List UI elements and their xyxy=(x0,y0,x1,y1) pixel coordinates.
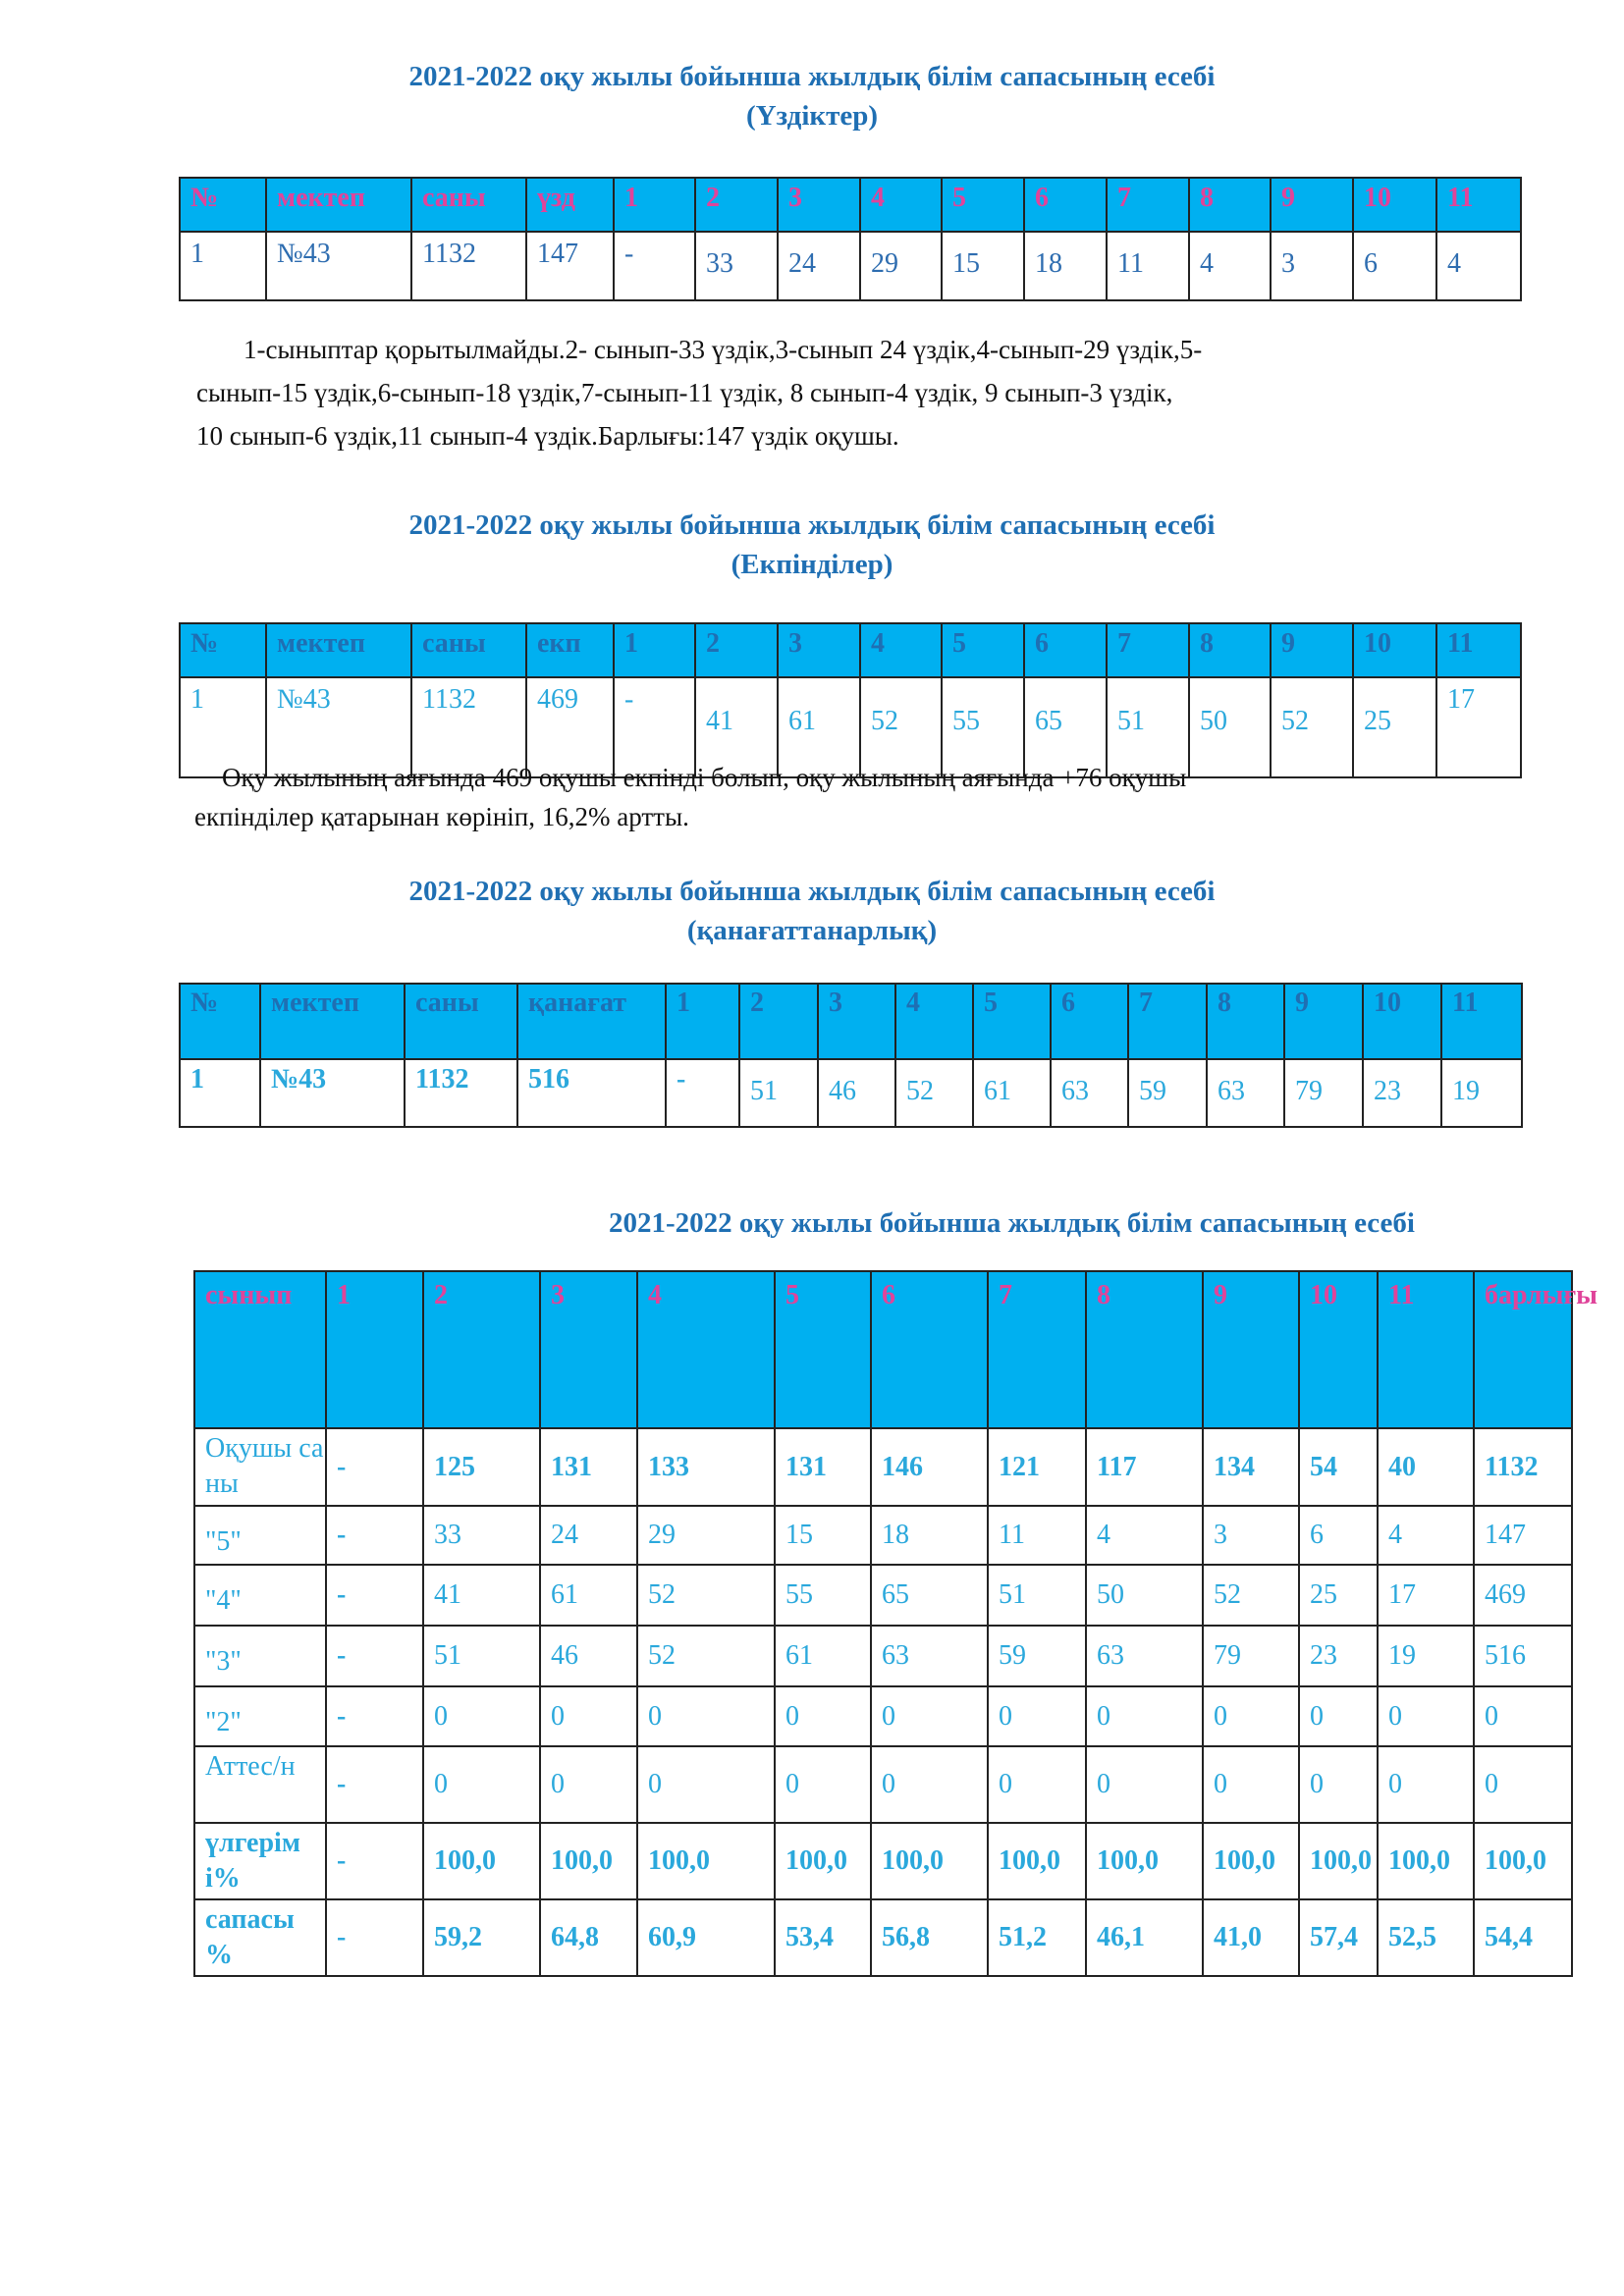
table-cell: 469 xyxy=(526,677,614,777)
table-row xyxy=(194,1686,1572,1746)
table-header-row xyxy=(194,1271,1572,1428)
table-cell: 146 xyxy=(871,1428,988,1506)
table-cell: - xyxy=(614,677,695,777)
section3-title: 2021-2022 оқу жылы бойынша жылдық білім сапасының есебі xyxy=(408,876,1216,907)
table-cell: 60,9 xyxy=(637,1899,775,1976)
column-header: 8 xyxy=(1086,1271,1203,1428)
table-cell: 1132 xyxy=(1474,1428,1572,1506)
column-header: екп xyxy=(526,623,614,677)
table-cell: 0 xyxy=(775,1746,871,1823)
table-cell: 100,0 xyxy=(423,1823,540,1899)
table-cell: 516 xyxy=(1474,1626,1572,1686)
table-cell: 0 xyxy=(1474,1746,1572,1823)
table-cell: - xyxy=(326,1899,423,1976)
column-header: 11 xyxy=(1436,623,1521,677)
table-cell: 65 xyxy=(1024,677,1107,777)
table-cell: 4 xyxy=(1436,232,1521,300)
table-cell: 23 xyxy=(1363,1059,1441,1127)
column-header: 6 xyxy=(1051,984,1128,1059)
column-header: 2 xyxy=(695,178,778,232)
table-cell: 0 xyxy=(988,1686,1086,1746)
table-cell: 0 xyxy=(1474,1686,1572,1746)
table-cell: 54 xyxy=(1299,1428,1378,1506)
row-label: үлгерімі% xyxy=(194,1823,326,1899)
table-cell: 11 xyxy=(988,1506,1086,1565)
table-header-row xyxy=(180,178,1521,232)
table-row xyxy=(180,1059,1522,1127)
table-cell: 19 xyxy=(1441,1059,1522,1127)
table-cell: 0 xyxy=(1378,1686,1474,1746)
table-cell: 63 xyxy=(1051,1059,1128,1127)
table-cell: 15 xyxy=(942,232,1024,300)
table-cell: 61 xyxy=(778,677,860,777)
column-header: 1 xyxy=(326,1271,423,1428)
paragraph-line: 1-сыныптар қорытылмайды.2- сынып-33 үздік,3-сынып 24 үздік,4-сынып-29 үздік,5- xyxy=(244,335,1203,364)
table-cell: 79 xyxy=(1203,1626,1299,1686)
section2-title: 2021-2022 оқу жылы бойынша жылдық білім сапасының есебі xyxy=(408,509,1216,541)
row-label: "2" xyxy=(194,1686,326,1746)
table-cell: 51,2 xyxy=(988,1899,1086,1976)
column-header: 9 xyxy=(1203,1271,1299,1428)
table-cell: №43 xyxy=(266,677,411,777)
column-header: 1 xyxy=(614,178,695,232)
table-cell: 29 xyxy=(637,1506,775,1565)
column-header: қанағат xyxy=(517,984,666,1059)
section1-title: 2021-2022 оқу жылы бойынша жылдық білім сапасының есебі xyxy=(408,61,1216,92)
kanagattanarlyk-table xyxy=(179,983,1523,1128)
table-cell: 100,0 xyxy=(540,1823,637,1899)
table-cell: 133 xyxy=(637,1428,775,1506)
table-cell: 54,4 xyxy=(1474,1899,1572,1976)
column-header: 4 xyxy=(860,178,942,232)
table-cell: 1132 xyxy=(411,232,526,300)
table-cell: 1132 xyxy=(405,1059,517,1127)
table-cell: - xyxy=(326,1823,423,1899)
table-cell: 100,0 xyxy=(1203,1823,1299,1899)
table-cell: 46,1 xyxy=(1086,1899,1203,1976)
column-header: № xyxy=(180,623,266,677)
table-cell: 59 xyxy=(1128,1059,1207,1127)
column-header: саны xyxy=(411,623,526,677)
table-cell: 1 xyxy=(180,232,266,300)
table-cell: - xyxy=(326,1506,423,1565)
table-cell: 41,0 xyxy=(1203,1899,1299,1976)
table-cell: 121 xyxy=(988,1428,1086,1506)
table-cell: 134 xyxy=(1203,1428,1299,1506)
table-cell: 0 xyxy=(1299,1686,1378,1746)
table-cell: 79 xyxy=(1284,1059,1363,1127)
table-cell: 63 xyxy=(1086,1626,1203,1686)
table-cell: 100,0 xyxy=(637,1823,775,1899)
section4-title: 2021-2022 оқу жылы бойынша жылдық білім сапасының есебі xyxy=(609,1207,1415,1239)
table-row xyxy=(194,1506,1572,1565)
table-cell: 11 xyxy=(1107,232,1189,300)
column-header: 9 xyxy=(1271,623,1353,677)
table-cell: 50 xyxy=(1086,1565,1203,1626)
table-cell: - xyxy=(326,1565,423,1626)
table-row xyxy=(194,1746,1572,1823)
table-cell: 61 xyxy=(973,1059,1051,1127)
table-cell: 59 xyxy=(988,1626,1086,1686)
column-header: 11 xyxy=(1378,1271,1474,1428)
table-cell: №43 xyxy=(260,1059,405,1127)
summary-table xyxy=(193,1270,1598,1977)
table-cell: 1 xyxy=(180,1059,260,1127)
table-cell: 52 xyxy=(1271,677,1353,777)
table-cell: 24 xyxy=(778,232,860,300)
column-header: 7 xyxy=(1107,178,1189,232)
column-header: 8 xyxy=(1207,984,1284,1059)
column-header: 3 xyxy=(778,178,860,232)
table-cell: 0 xyxy=(540,1686,637,1746)
table-cell: 52 xyxy=(637,1626,775,1686)
row-label: "4" xyxy=(194,1565,326,1626)
table-cell: 147 xyxy=(1474,1506,1572,1565)
table-cell: 117 xyxy=(1086,1428,1203,1506)
column-header: сынып xyxy=(194,1271,326,1428)
table-cell: 61 xyxy=(540,1565,637,1626)
table-cell: 41 xyxy=(695,677,778,777)
table-cell: 100,0 xyxy=(1474,1823,1572,1899)
table-cell: 51 xyxy=(1107,677,1189,777)
table-cell: 25 xyxy=(1299,1565,1378,1626)
table-row xyxy=(194,1823,1572,1899)
section1-subtitle: (Үздіктер) xyxy=(745,100,879,132)
table-cell: - xyxy=(326,1428,423,1506)
table-cell: 52 xyxy=(895,1059,973,1127)
table-cell: 1 xyxy=(180,677,266,777)
table-cell: 0 xyxy=(1086,1686,1203,1746)
table-cell: 0 xyxy=(1299,1746,1378,1823)
column-header: 5 xyxy=(942,178,1024,232)
table-cell: 51 xyxy=(423,1626,540,1686)
table-cell: 6 xyxy=(1353,232,1436,300)
column-header: 1 xyxy=(666,984,739,1059)
table-cell: 100,0 xyxy=(1086,1823,1203,1899)
table-cell: 469 xyxy=(1474,1565,1572,1626)
column-header: 3 xyxy=(540,1271,637,1428)
table-cell: 0 xyxy=(988,1746,1086,1823)
table-header-row xyxy=(180,623,1521,677)
table-cell: 100,0 xyxy=(871,1823,988,1899)
table-cell: 0 xyxy=(871,1746,988,1823)
table-cell: 57,4 xyxy=(1299,1899,1378,1976)
table-cell: 0 xyxy=(423,1746,540,1823)
table-cell: 17 xyxy=(1378,1565,1474,1626)
table-cell: 63 xyxy=(1207,1059,1284,1127)
row-label: Оқушы саны xyxy=(194,1428,326,1506)
column-header: мектеп xyxy=(260,984,405,1059)
column-header: 5 xyxy=(973,984,1051,1059)
section2-subtitle: (Екпінділер) xyxy=(731,549,893,580)
table-header-row xyxy=(180,984,1522,1059)
column-header: 11 xyxy=(1441,984,1522,1059)
column-header: 10 xyxy=(1363,984,1441,1059)
table-cell: 51 xyxy=(988,1565,1086,1626)
table-cell: 1132 xyxy=(411,677,526,777)
table-cell: 3 xyxy=(1203,1506,1299,1565)
column-header: барлығы xyxy=(1474,1271,1572,1428)
table-cell: 17 xyxy=(1436,677,1521,777)
table-cell: 0 xyxy=(540,1746,637,1823)
table-cell: 0 xyxy=(1086,1746,1203,1823)
table-cell: 59,2 xyxy=(423,1899,540,1976)
table-cell: - xyxy=(326,1626,423,1686)
paragraph-line: Оқу жылының аяғында 469 оқушы екпінді болып, оқу жылының аяғында +76 оқушы xyxy=(222,763,1187,792)
table-cell: 65 xyxy=(871,1565,988,1626)
column-header: 5 xyxy=(775,1271,871,1428)
table-cell: 100,0 xyxy=(1378,1823,1474,1899)
table-cell: 63 xyxy=(871,1626,988,1686)
column-header: 11 xyxy=(1436,178,1521,232)
table-cell: 0 xyxy=(637,1686,775,1746)
row-label: "3" xyxy=(194,1626,326,1686)
table-row xyxy=(180,232,1521,300)
column-header: 3 xyxy=(818,984,895,1059)
column-header: 10 xyxy=(1353,178,1436,232)
paragraph-line: сынып-15 үздік,6-сынып-18 үздік,7-сынып-11 үздік, 8 сынып-4 үздік, 9 сынып-3 үздік, xyxy=(196,378,1173,407)
table-cell: 100,0 xyxy=(1299,1823,1378,1899)
table-cell: 64,8 xyxy=(540,1899,637,1976)
table-cell: 131 xyxy=(540,1428,637,1506)
table-row xyxy=(194,1565,1572,1626)
table-cell: 23 xyxy=(1299,1626,1378,1686)
column-header: 7 xyxy=(988,1271,1086,1428)
column-header: № xyxy=(180,984,260,1059)
column-header: мектеп xyxy=(266,623,411,677)
column-header: 4 xyxy=(895,984,973,1059)
table-cell: 147 xyxy=(526,232,614,300)
table-cell: 52,5 xyxy=(1378,1899,1474,1976)
column-header: 3 xyxy=(778,623,860,677)
table-row xyxy=(194,1899,1572,1976)
column-header: № xyxy=(180,178,266,232)
table-cell: 55 xyxy=(942,677,1024,777)
table-cell: - xyxy=(326,1686,423,1746)
table-cell: - xyxy=(614,232,695,300)
column-header: 9 xyxy=(1271,178,1353,232)
table-cell: - xyxy=(326,1746,423,1823)
column-header: саны xyxy=(405,984,517,1059)
table-cell: 0 xyxy=(775,1686,871,1746)
table-cell: 40 xyxy=(1378,1428,1474,1506)
table-cell: 53,4 xyxy=(775,1899,871,1976)
column-header: 7 xyxy=(1128,984,1207,1059)
table-cell: 50 xyxy=(1189,677,1271,777)
column-header: саны xyxy=(411,178,526,232)
table-cell: 516 xyxy=(517,1059,666,1127)
table-cell: 4 xyxy=(1086,1506,1203,1565)
row-label: сапасы % xyxy=(194,1899,326,1976)
column-header: 9 xyxy=(1284,984,1363,1059)
table-cell: 33 xyxy=(695,232,778,300)
table-cell: 0 xyxy=(423,1686,540,1746)
uzdikter-table xyxy=(179,177,1522,301)
column-header: 2 xyxy=(739,984,818,1059)
table-cell: 19 xyxy=(1378,1626,1474,1686)
column-header: 7 xyxy=(1107,623,1189,677)
row-label: "5" xyxy=(194,1506,326,1565)
table-cell: 18 xyxy=(1024,232,1107,300)
section1-paragraph xyxy=(196,328,1473,371)
table-cell: 0 xyxy=(1378,1746,1474,1823)
paragraph-line: екпінділер қатарынан көрініп, 16,2% артты. xyxy=(194,802,689,831)
column-header: үзд xyxy=(526,178,614,232)
table-cell: 0 xyxy=(637,1746,775,1823)
table-cell: 4 xyxy=(1189,232,1271,300)
table-cell: 61 xyxy=(775,1626,871,1686)
column-header: 2 xyxy=(423,1271,540,1428)
column-header: 8 xyxy=(1189,178,1271,232)
column-header: мектеп xyxy=(266,178,411,232)
table-row xyxy=(194,1428,1572,1506)
table-cell: 131 xyxy=(775,1428,871,1506)
table-cell: 56,8 xyxy=(871,1899,988,1976)
table-cell: 6 xyxy=(1299,1506,1378,1565)
table-cell: - xyxy=(666,1059,739,1127)
table-cell: 41 xyxy=(423,1565,540,1626)
column-header: 10 xyxy=(1353,623,1436,677)
row-label: Аттес/н xyxy=(194,1746,326,1823)
column-header: 5 xyxy=(942,623,1024,677)
section3-subtitle: (қанағаттанарлық) xyxy=(686,915,938,946)
column-header: 6 xyxy=(871,1271,988,1428)
column-header: 1 xyxy=(614,623,695,677)
column-header: 6 xyxy=(1024,623,1107,677)
table-cell: 15 xyxy=(775,1506,871,1565)
column-header: 6 xyxy=(1024,178,1107,232)
table-cell: 52 xyxy=(1203,1565,1299,1626)
table-cell: №43 xyxy=(266,232,411,300)
table-cell: 46 xyxy=(818,1059,895,1127)
table-cell: 125 xyxy=(423,1428,540,1506)
column-header: 2 xyxy=(695,623,778,677)
table-row xyxy=(194,1626,1572,1686)
table-cell: 52 xyxy=(860,677,942,777)
table-cell: 0 xyxy=(1203,1686,1299,1746)
column-header: 8 xyxy=(1189,623,1271,677)
table-cell: 46 xyxy=(540,1626,637,1686)
table-cell: 0 xyxy=(871,1686,988,1746)
column-header: 4 xyxy=(637,1271,775,1428)
table-cell: 4 xyxy=(1378,1506,1474,1565)
table-cell: 52 xyxy=(637,1565,775,1626)
column-header: 10 xyxy=(1299,1271,1378,1428)
table-cell: 100,0 xyxy=(988,1823,1086,1899)
table-cell: 100,0 xyxy=(775,1823,871,1899)
table-cell: 33 xyxy=(423,1506,540,1565)
column-header: 4 xyxy=(860,623,942,677)
table-cell: 55 xyxy=(775,1565,871,1626)
table-cell: 24 xyxy=(540,1506,637,1565)
table-cell: 3 xyxy=(1271,232,1353,300)
paragraph-line: 10 сынып-6 үздік,11 сынып-4 үздік.Барлығы:147 үздік оқушы. xyxy=(196,421,899,451)
table-cell: 25 xyxy=(1353,677,1436,777)
table-cell: 29 xyxy=(860,232,942,300)
table-cell: 51 xyxy=(739,1059,818,1127)
table-cell: 0 xyxy=(1203,1746,1299,1823)
table-cell: 18 xyxy=(871,1506,988,1565)
